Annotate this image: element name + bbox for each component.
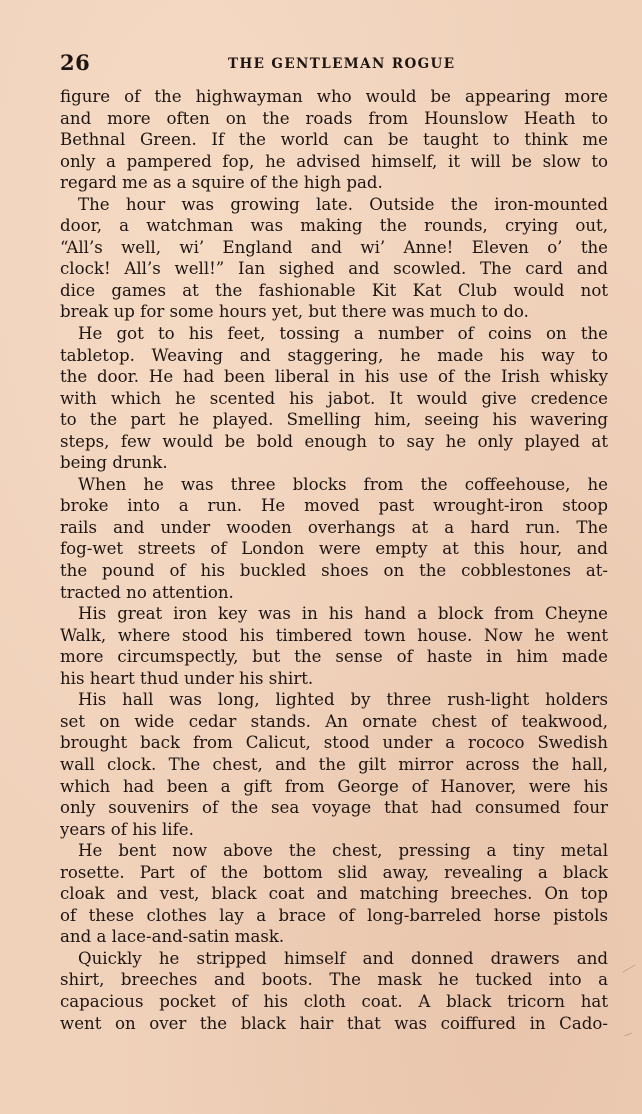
text-line: only a pampered fop, he advised himself, it will be slow to — [60, 151, 608, 171]
text-line: His great iron key was in his hand a block from Cheyne — [78, 604, 608, 624]
text-line: Bethnal Green. If the world can be taught to think me — [60, 130, 608, 150]
page-number: 26 — [60, 50, 91, 75]
text-line: The hour was growing late. Outside the iron-mounted — [78, 194, 608, 214]
text-line: brought back from Calicut, stood under a rococo Swedish — [60, 733, 608, 753]
text-line: regard me as a squire of the high pad. — [60, 173, 383, 193]
text-line: years of his life. — [60, 819, 194, 839]
text-line: When he was three blocks from the coffeehouse, he — [78, 474, 608, 494]
paper-edge-mark — [623, 965, 636, 973]
text-line: figure of the highwayman who would be appearing more — [60, 87, 608, 106]
text-line: door, a watchman was making the rounds, crying out, — [60, 216, 608, 236]
text-line: He got to his feet, tossing a number of coins on the — [78, 324, 608, 344]
text-line: Walk, where stood his timbered town house. Now he went — [60, 625, 608, 645]
text-line: break up for some hours yet, but there was much to do. — [60, 302, 529, 322]
text-line: “All’s well, wi’ England and wi’ Anne! Eleven o’ the — [60, 237, 608, 257]
text-line: rosette. Part of the bottom slid away, revealing a black — [60, 862, 608, 882]
text-line: more circumspectly, but the sense of haste in him made — [60, 647, 608, 667]
text-line: steps, few would be bold enough to say he only played at — [60, 431, 608, 451]
paper-edge-mark — [624, 1033, 632, 1037]
text-line: being drunk. — [60, 453, 168, 473]
text-line: cloak and vest, black coat and matching breeches. On top — [60, 884, 608, 904]
text-line: with which he scented his jabot. It would give credence — [60, 388, 608, 408]
text-line: His hall was long, lighted by three rush-light holders — [78, 690, 608, 710]
text-line: only souvenirs of the sea voyage that had consumed four — [60, 798, 608, 818]
text-line: wall clock. The chest, and the gilt mirror across the hall, — [60, 754, 608, 774]
text-line: tabletop. Weaving and staggering, he made his way to — [60, 345, 608, 365]
running-head — [60, 50, 608, 76]
text-line: of these clothes lay a brace of long-barreled horse pistols — [60, 905, 608, 925]
body-text — [60, 86, 608, 1034]
text-line: rails and under wooden overhangs at a hard run. The — [60, 517, 608, 537]
text-line: his heart thud under his shirt. — [60, 668, 314, 688]
text-line: dice games at the fashionable Kit Kat Club would not — [60, 280, 608, 300]
text-line: Quickly he stripped himself and donned drawers and — [78, 948, 608, 968]
text-line: and more often on the roads from Hounslow Heath to — [60, 108, 608, 128]
text-line: and a lace-and-satin mask. — [60, 927, 285, 947]
text-line: fog-wet streets of London were empty at this hour, and — [60, 539, 608, 559]
text-line: to the part he played. Smelling him, seeing his wavering — [60, 410, 608, 430]
text-line: He bent now above the chest, pressing a tiny metal — [78, 841, 608, 861]
text-line: broke into a run. He moved past wrought-iron stoop — [60, 496, 608, 516]
text-line: set on wide cedar stands. An ornate chest of teakwood, — [60, 711, 608, 731]
text-line: clock! All’s well!” Ian sighed and scowled. The card and — [60, 259, 608, 279]
text-line: the pound of his buckled shoes on the cobblestones at- — [60, 561, 608, 581]
text-line: shirt, breeches and boots. The mask he tucked into a — [60, 970, 608, 990]
text-line: which had been a gift from George of Hanover, were his — [60, 776, 608, 796]
text-line: capacious pocket of his cloth coat. A black tricorn hat — [60, 991, 608, 1011]
text-line: the door. He had been liberal in his use of the Irish whisky — [60, 367, 608, 387]
text-line: tracted no attention. — [60, 582, 234, 602]
running-title: THE GENTLEMAN ROGUE — [228, 56, 456, 72]
text-line: went on over the black hair that was coiffured in Cado- — [60, 1013, 608, 1033]
